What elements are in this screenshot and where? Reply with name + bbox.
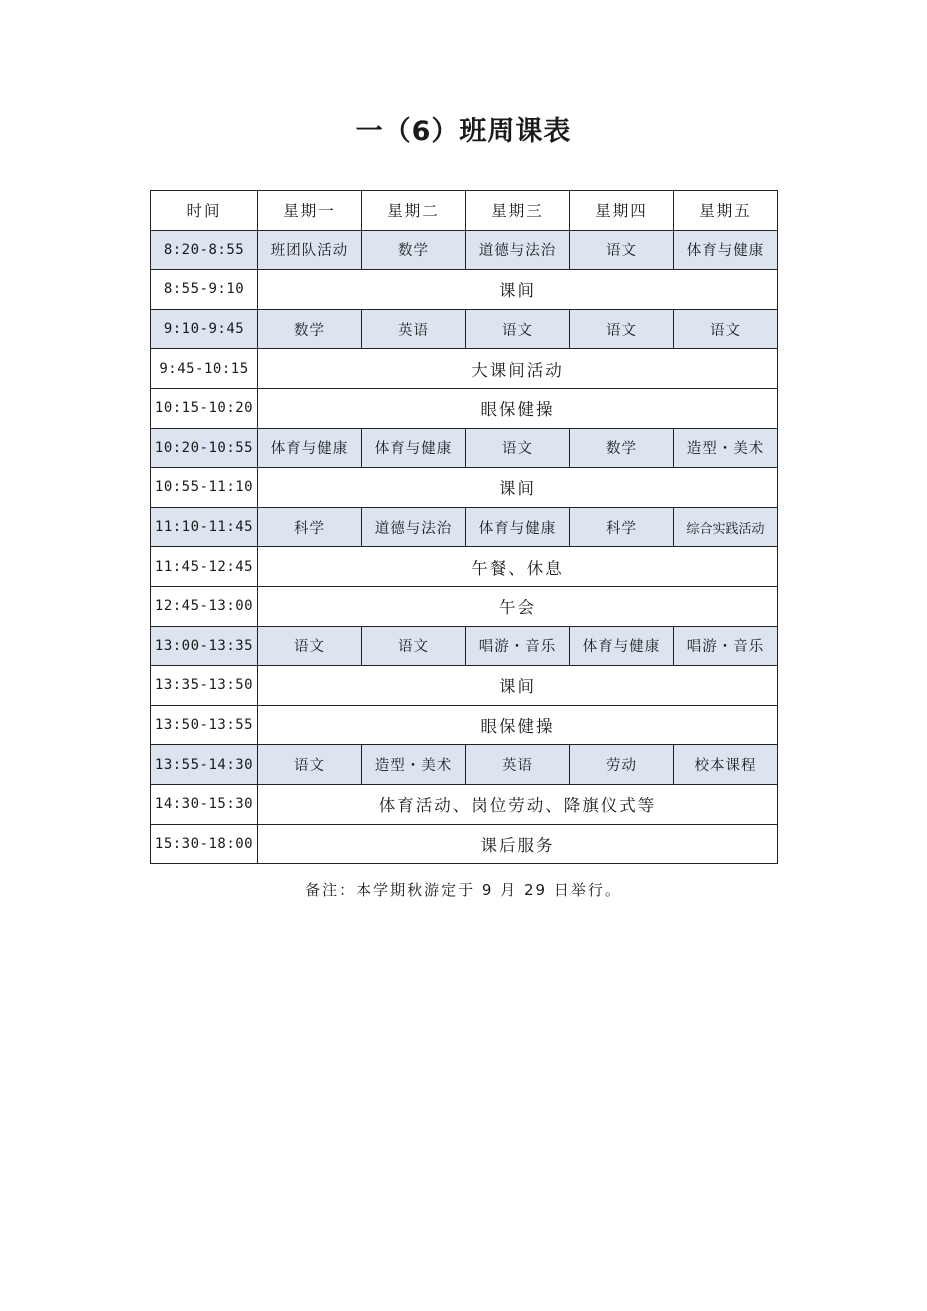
break-row [151,349,778,389]
break-activity-cell: 眼保健操 [258,705,778,745]
class-cell: 英语 [362,309,466,349]
class-cell: 数学 [362,230,466,270]
class-cell: 语文 [258,745,362,785]
class-cell: 语文 [674,309,778,349]
time-cell: 9:10-9:45 [151,309,258,349]
time-cell: 10:55-11:10 [151,468,258,508]
time-cell: 13:00-13:35 [151,626,258,666]
break-activity-cell: 体育活动、岗位劳动、降旗仪式等 [258,784,778,824]
class-cell: 道德与法治 [362,507,466,547]
time-cell: 10:20-10:55 [151,428,258,468]
break-row [151,824,778,864]
class-cell: 校本课程 [674,745,778,785]
time-cell: 13:35-13:50 [151,666,258,706]
class-period-row [151,309,778,349]
time-cell: 11:10-11:45 [151,507,258,547]
break-row [151,388,778,428]
class-cell: 造型・美术 [362,745,466,785]
class-cell: 科学 [258,507,362,547]
time-cell: 14:30-15:30 [151,784,258,824]
class-period-row [151,507,778,547]
time-cell: 9:45-10:15 [151,349,258,389]
break-activity-cell: 课间 [258,468,778,508]
class-cell: 造型・美术 [674,428,778,468]
time-cell: 8:20-8:55 [151,230,258,270]
break-row [151,270,778,310]
break-activity-cell: 课间 [258,270,778,310]
break-activity-cell: 大课间活动 [258,349,778,389]
class-cell: 数学 [258,309,362,349]
class-cell: 劳动 [570,745,674,785]
class-period-row [151,230,778,270]
header-time: 时间 [151,191,258,231]
timetable [150,190,778,864]
class-cell: 体育与健康 [258,428,362,468]
time-cell: 13:50-13:55 [151,705,258,745]
time-cell: 15:30-18:00 [151,824,258,864]
time-cell: 10:15-10:20 [151,388,258,428]
class-cell: 体育与健康 [362,428,466,468]
header-day-friday: 星期五 [674,191,778,231]
class-cell: 语文 [570,230,674,270]
footnote: 备注：本学期秋游定于 9 月 29 日举行。 [305,881,622,899]
class-cell: 唱游・音乐 [674,626,778,666]
break-activity-cell: 眼保健操 [258,388,778,428]
break-activity-cell: 午餐、休息 [258,547,778,587]
header-day-tuesday: 星期二 [362,191,466,231]
class-cell: 唱游・音乐 [466,626,570,666]
break-row [151,586,778,626]
break-row [151,784,778,824]
time-cell: 8:55-9:10 [151,270,258,310]
time-cell: 11:45-12:45 [151,547,258,587]
class-period-row [151,428,778,468]
header-day-monday: 星期一 [258,191,362,231]
break-row [151,705,778,745]
break-activity-cell: 午会 [258,586,778,626]
header-row [151,191,778,231]
class-cell: 语文 [466,309,570,349]
time-cell: 12:45-13:00 [151,586,258,626]
class-cell: 道德与法治 [466,230,570,270]
break-activity-cell: 课后服务 [258,824,778,864]
break-activity-cell: 课间 [258,666,778,706]
class-cell: 科学 [570,507,674,547]
class-period-row [151,745,778,785]
class-period-row [151,626,778,666]
header-day-thursday: 星期四 [570,191,674,231]
header-day-wednesday: 星期三 [466,191,570,231]
page-title: 一（6）班周课表 [355,116,572,147]
class-cell: 体育与健康 [570,626,674,666]
class-cell: 语文 [362,626,466,666]
class-cell: 综合实践活动 [674,507,778,547]
class-cell: 体育与健康 [466,507,570,547]
time-cell: 13:55-14:30 [151,745,258,785]
break-row [151,468,778,508]
break-row [151,666,778,706]
class-cell: 英语 [466,745,570,785]
class-cell: 语文 [466,428,570,468]
class-cell: 体育与健康 [674,230,778,270]
class-cell: 数学 [570,428,674,468]
break-row [151,547,778,587]
class-cell: 语文 [570,309,674,349]
class-cell: 语文 [258,626,362,666]
class-cell: 班团队活动 [258,230,362,270]
